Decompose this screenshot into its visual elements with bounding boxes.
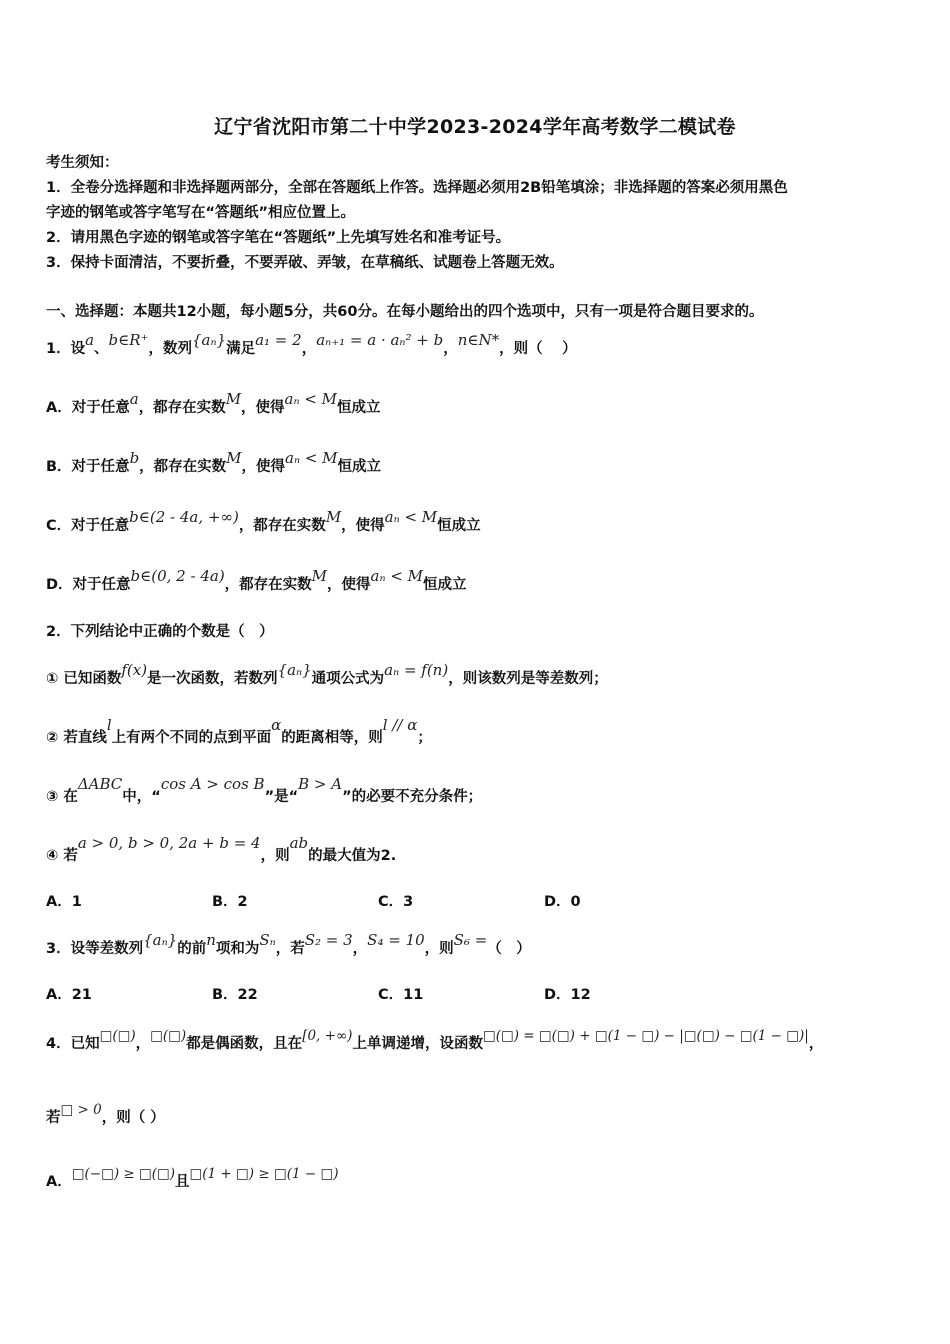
math-formula: M — [311, 567, 328, 585]
question-2-stem: 2．下列结论中正确的个数是（ ） — [46, 624, 274, 640]
notice-item-2: 2．请用黑色字迹的钢笔或答字笔在“答题纸”上先填写姓名和准考证号。 — [46, 230, 511, 246]
math-formula: [0, +∞) — [302, 1028, 353, 1044]
option-c: C．11 — [378, 987, 424, 1003]
option-a: A．1 — [46, 894, 82, 910]
math-formula: □(□) — [150, 1028, 187, 1044]
math-formula: {aₙ} — [277, 661, 312, 679]
page-title: 辽宁省沈阳市第二十中学2023-2024学年高考数学二模试卷 — [214, 116, 736, 138]
question-4-condition: 若□ > 0，则（ ） — [46, 1102, 165, 1126]
math-formula: {aₙ} — [191, 331, 227, 349]
option-c: C．3 — [378, 894, 414, 910]
math-formula: n∈N* — [457, 331, 500, 349]
math-formula: a — [85, 331, 95, 349]
math-formula: S₄ = 10 — [367, 931, 425, 949]
math-formula: □(−□) ≥ □(□) — [71, 1166, 176, 1182]
math-formula: l — [106, 716, 112, 734]
question-1-option-b: B．对于任意b，都存在实数M，使得aₙ < M恒成立 — [46, 449, 382, 475]
math-formula: b∈R⁺ — [108, 331, 149, 349]
math-formula: cos A > cos B — [160, 775, 265, 793]
option-b: B．22 — [212, 987, 258, 1003]
option-d: D．0 — [544, 894, 581, 910]
math-formula: B > A — [298, 775, 343, 793]
math-formula: {aₙ} — [143, 931, 178, 949]
question-2-statement-4: ④ 若a > 0, b > 0, 2a + b = 4，则ab的最大值为2. — [46, 834, 397, 864]
question-4-stem: 4．已知□(□)，□(□)都是偶函数，且在[0, +∞)上单调递增，设函数□(□) = □(□) + □(1 − □) − |□(□) − □(1 − □)|， — [46, 1028, 824, 1052]
math-formula: M — [325, 508, 342, 526]
question-1-option-a: A．对于任意a，都存在实数M，使得aₙ < M恒成立 — [46, 390, 381, 416]
math-formula: n — [206, 931, 216, 949]
math-formula: aₙ < M — [370, 567, 424, 585]
option-d: D．12 — [544, 987, 591, 1003]
question-2-statement-1: ① 已知函数f(x)是一次函数，若数列{aₙ}通项公式为aₙ = f(n)，则该数列是等差数列； — [46, 661, 608, 687]
math-formula: a₁ = 2 — [255, 331, 302, 349]
question-2-statement-2: ② 若直线l上有两个不同的点到平面α的距离相等，则l // α； — [46, 716, 432, 746]
math-formula: a — [129, 390, 139, 408]
math-formula: □(□) — [99, 1028, 136, 1044]
math-formula: aₙ = f(n) — [384, 661, 449, 679]
question-3-stem: 3．设等差数列{aₙ}的前n项和为Sₙ，若S₂ = 3，S₄ = 10，则S₆ =（ ） — [46, 931, 531, 957]
math-formula: ΔABC — [77, 775, 123, 793]
question-2-statement-3: ③ 在ΔABC中，“cos A > cos B”是“B > A”的必要不充分条件； — [46, 775, 483, 805]
math-formula: b — [129, 449, 140, 467]
question-2-options — [46, 892, 710, 912]
math-formula: a > 0, b > 0, 2a + b = 4 — [77, 834, 261, 852]
option-a: A．21 — [46, 987, 92, 1003]
notice-item-3: 3．保持卡面清洁，不要折叠，不要弄破、弄皱，在草稿纸、试题卷上答题无效。 — [46, 255, 564, 271]
math-formula: ab — [289, 834, 309, 852]
math-formula: aₙ₊₁ = a · aₙ² + b — [316, 331, 444, 349]
question-1-option-c: C．对于任意b∈(2 - 4a, +∞)，都存在实数M，使得aₙ < M恒成立 — [46, 508, 481, 534]
question-3-options — [46, 985, 710, 1005]
notice-item-1-cont: 字迹的钢笔或答字笔写在“答题纸”相应位置上。 — [46, 205, 356, 221]
question-1-stem: 1．设a、b∈R⁺，数列{aₙ}满足a₁ = 2，aₙ₊₁ = a · aₙ² + b，n∈N*，则（ ） — [46, 331, 577, 357]
math-formula: b∈(2 - 4a, +∞) — [129, 508, 239, 526]
notice-item-1: 1．全卷分选择题和非选择题两部分，全部在答题纸上作答。选择题必须用2B铅笔填涂；非选择题的答案必须用黑色 — [46, 180, 788, 196]
math-formula: aₙ < M — [284, 390, 338, 408]
math-formula: aₙ < M — [285, 449, 338, 467]
math-formula: S₂ = 3 — [304, 931, 353, 949]
math-formula: M — [226, 449, 242, 467]
math-formula: S₆ = — [453, 931, 488, 949]
math-formula: aₙ < M — [384, 508, 438, 526]
math-formula: l // α — [382, 716, 418, 734]
math-formula: □(1 + □) ≥ □(1 − □) — [189, 1166, 339, 1182]
math-formula: α — [271, 716, 282, 734]
notice-heading: 考生须知： — [46, 155, 119, 171]
math-formula: □ > 0 — [60, 1102, 102, 1118]
section-heading: 一、选择题：本题共12小题，每小题5分，共60分。在每小题给出的四个选项中，只有一项是符合题目要求的。 — [46, 304, 764, 320]
math-formula: Sₙ — [259, 931, 276, 949]
math-formula: M — [225, 390, 242, 408]
math-formula: □(□) = □(□) + □(1 − □) − |□(□) − □(1 − □)| — [482, 1028, 809, 1044]
math-formula: b∈(0, 2 - 4a) — [130, 567, 225, 585]
option-b: B．2 — [212, 894, 248, 910]
question-4-option-a: A．□(−□) ≥ □(□)且□(1 + □) ≥ □(1 − □) — [46, 1166, 339, 1190]
math-formula: f(x) — [121, 661, 148, 679]
question-1-option-d: D．对于任意b∈(0, 2 - 4a)，都存在实数M，使得aₙ < M恒成立 — [46, 567, 467, 593]
